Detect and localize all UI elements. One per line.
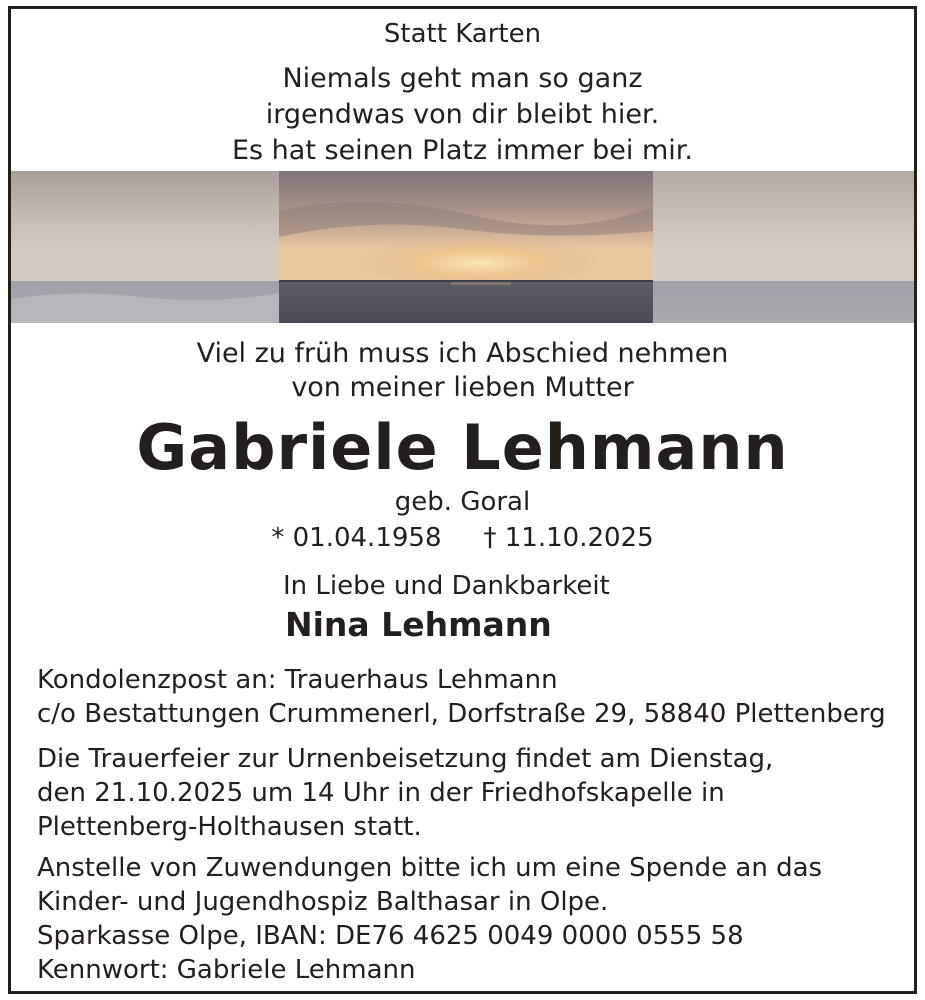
sunset-sea-photo — [11, 171, 914, 323]
statt-karten-heading: Statt Karten — [383, 19, 542, 49]
ceremony-line: Die Trauerfeier zur Urnenbeisetzung findet am Dienstag, — [37, 744, 774, 774]
poem-line: Niemals geht man so ganz — [282, 63, 643, 94]
birth-date: * 01.04.1958 — [271, 523, 442, 553]
poem — [11, 61, 914, 169]
intro-text — [11, 337, 914, 405]
donation-line: Kennwort: Gabriele Lehmann — [37, 955, 416, 985]
poem-line: irgendwas von dir bleibt hier. — [265, 99, 660, 130]
donation-info — [37, 851, 907, 987]
poem-line: Es hat seinen Platz immer bei mir. — [231, 135, 694, 166]
deceased-name: Gabriele Lehmann — [136, 411, 789, 484]
condolence-line: c/o Bestattungen Crummenerl, Dorfstraße 29, 58840 Plettenberg — [37, 699, 886, 729]
donation-line: Kinder- und Jugendhospiz Balthasar in Olpe. — [37, 887, 609, 917]
donation-line: Sparkasse Olpe, IBAN: DE76 4625 0049 0000 0555 58 — [37, 921, 744, 951]
condolence-info — [37, 663, 907, 731]
dedication: In Liebe und Dankbarkeit — [283, 571, 610, 601]
donation-line: Anstelle von Zuwendungen bitte ich um eine Spende an das — [37, 853, 823, 883]
mourner-name: Nina Lehmann — [285, 605, 552, 644]
ceremony-line: den 21.10.2025 um 14 Uhr in der Friedhofskapelle in — [37, 778, 725, 808]
intro-line: von meiner lieben Mutter — [291, 372, 634, 403]
ceremony-info — [37, 742, 907, 844]
ceremony-line: Plettenberg-Holthausen statt. — [37, 812, 422, 842]
obituary-frame — [8, 6, 917, 994]
maiden-name: geb. Goral — [394, 487, 531, 517]
death-date: † 11.10.2025 — [483, 523, 654, 553]
condolence-line: Kondolenzpost an: Trauerhaus Lehmann — [37, 665, 558, 695]
intro-line: Viel zu früh muss ich Abschied nehmen — [196, 338, 729, 369]
life-dates — [11, 523, 914, 553]
